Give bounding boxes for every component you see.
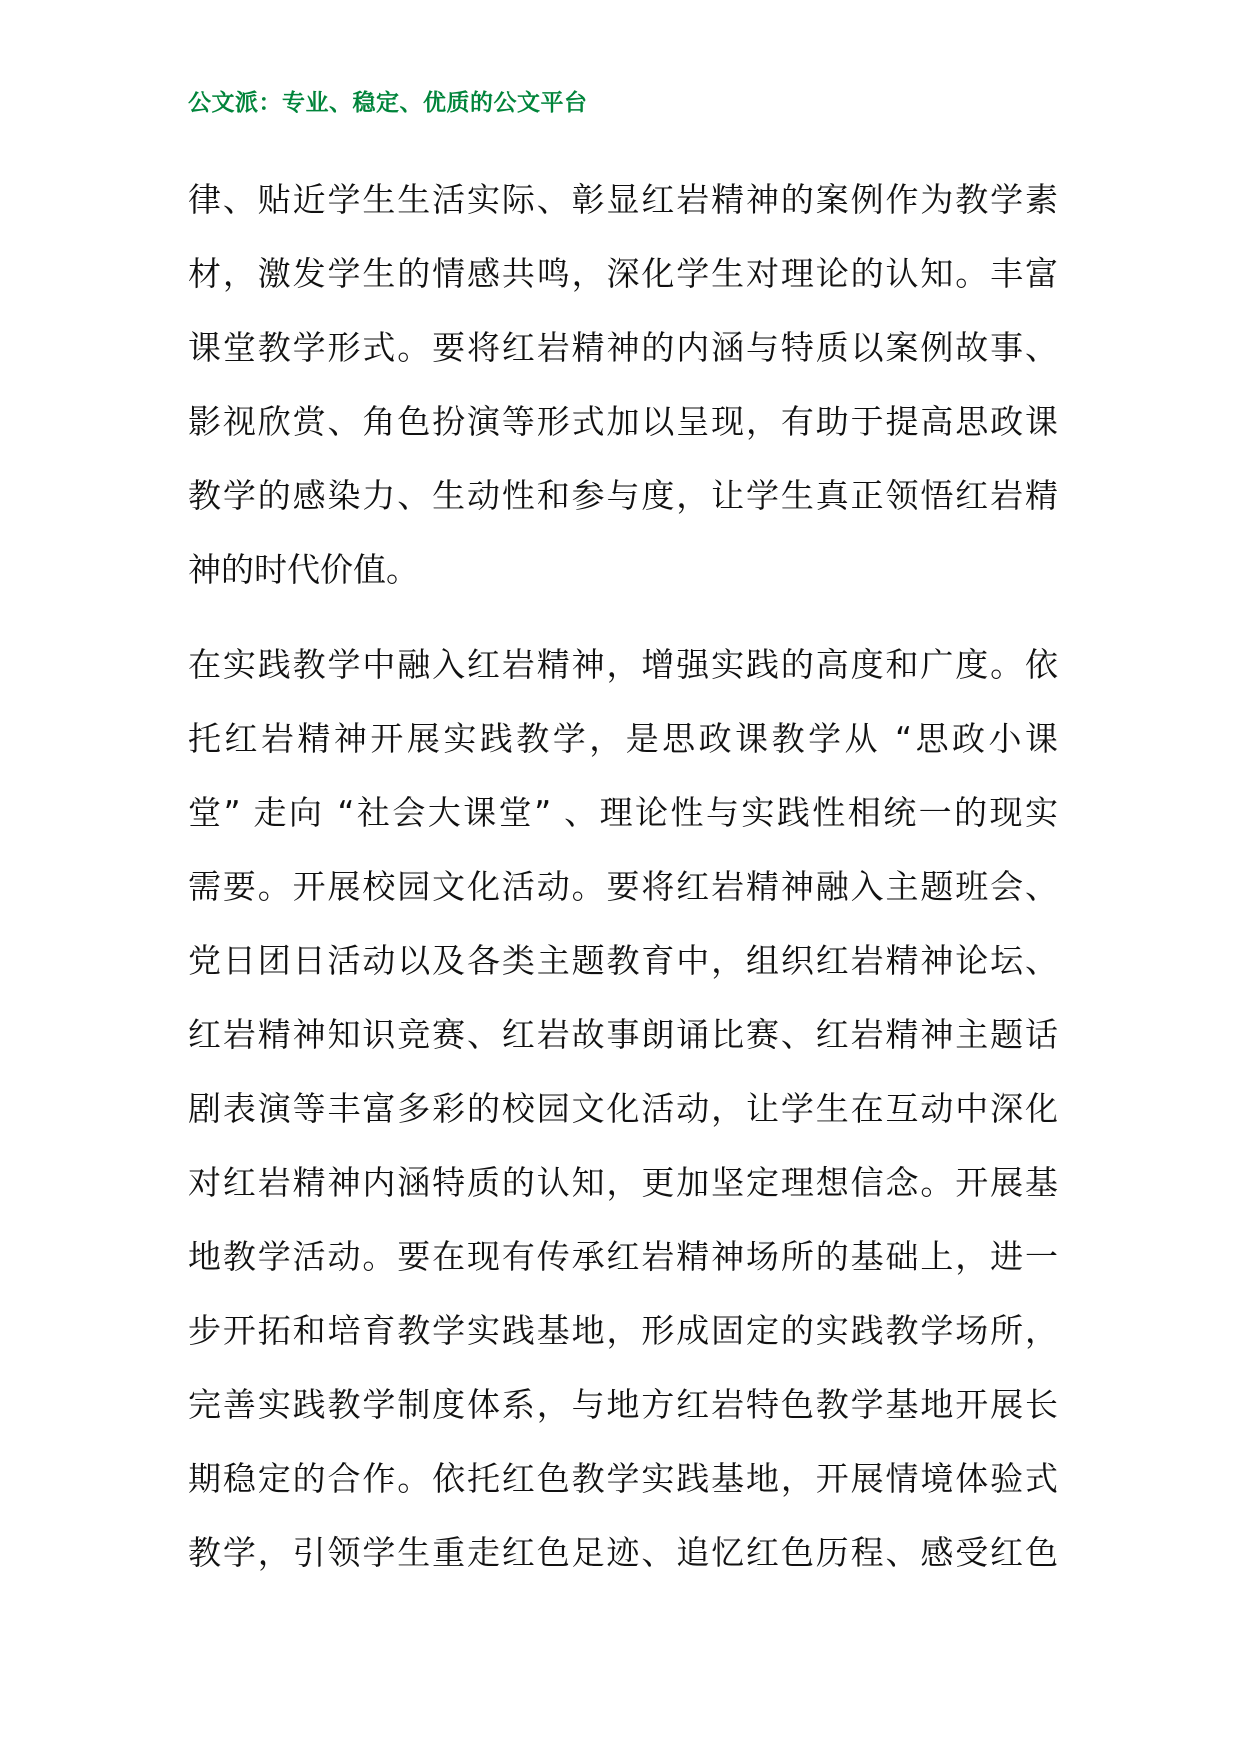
- paragraph-2: [188, 628, 1058, 1590]
- paragraph-line: 课堂教学形式。要将红岩精神的内涵与特质以案例故事、: [188, 328, 1058, 367]
- paragraph-line: 材，激发学生的情感共鸣，深化学生对理论的认知。丰富: [188, 254, 1058, 293]
- page-header-title: 公文派：专业、稳定、优质的公文平台: [188, 90, 588, 116]
- paragraph-line: 影视欣赏、角色扮演等形式加以呈现，有助于提高思政课: [188, 402, 1058, 441]
- paragraph-line: 党日团日活动以及各类主题教育中，组织红岩精神论坛、: [188, 941, 1058, 980]
- paragraph-line: 步开拓和培育教学实践基地，形成固定的实践教学场所，: [188, 1311, 1058, 1350]
- paragraph-line: 对红岩精神内涵特质的认知，更加坚定理想信念。开展基: [188, 1163, 1058, 1202]
- paragraph-line: 律、贴近学生生活实际、彰显红岩精神的案例作为教学素: [188, 180, 1058, 219]
- paragraph-line: 完善实践教学制度体系，与地方红岩特色教学基地开展长: [188, 1385, 1058, 1424]
- paragraph-line: 在实践教学中融入红岩精神，增强实践的高度和广度。依: [188, 645, 1058, 684]
- paragraph-line: 期稳定的合作。依托红色教学实践基地，开展情境体验式: [188, 1459, 1058, 1498]
- paragraph-line: 教学，引领学生重走红色足迹、追忆红色历程、感受红色: [188, 1533, 1058, 1572]
- paragraph-line: 地教学活动。要在现有传承红岩精神场所的基础上，进一: [188, 1237, 1058, 1276]
- paragraph-line: 红岩精神知识竞赛、红岩故事朗诵比赛、红岩精神主题话: [188, 1015, 1058, 1054]
- paragraph-line: 堂” 走向 “社会大课堂” 、理论性与实践性相统一的现实: [188, 793, 1058, 832]
- paragraph-line: 剧表演等丰富多彩的校园文化活动，让学生在互动中深化: [188, 1089, 1058, 1128]
- paragraph-line: 神的时代价值。: [188, 550, 419, 589]
- paragraph-line: 托红岩精神开展实践教学，是思政课教学从 “思政小课: [188, 719, 1058, 758]
- paragraph-line: 教学的感染力、生动性和参与度，让学生真正领悟红岩精: [188, 476, 1058, 515]
- paragraph-1: [188, 163, 1058, 607]
- paragraph-line: 需要。开展校园文化活动。要将红岩精神融入主题班会、: [188, 867, 1058, 906]
